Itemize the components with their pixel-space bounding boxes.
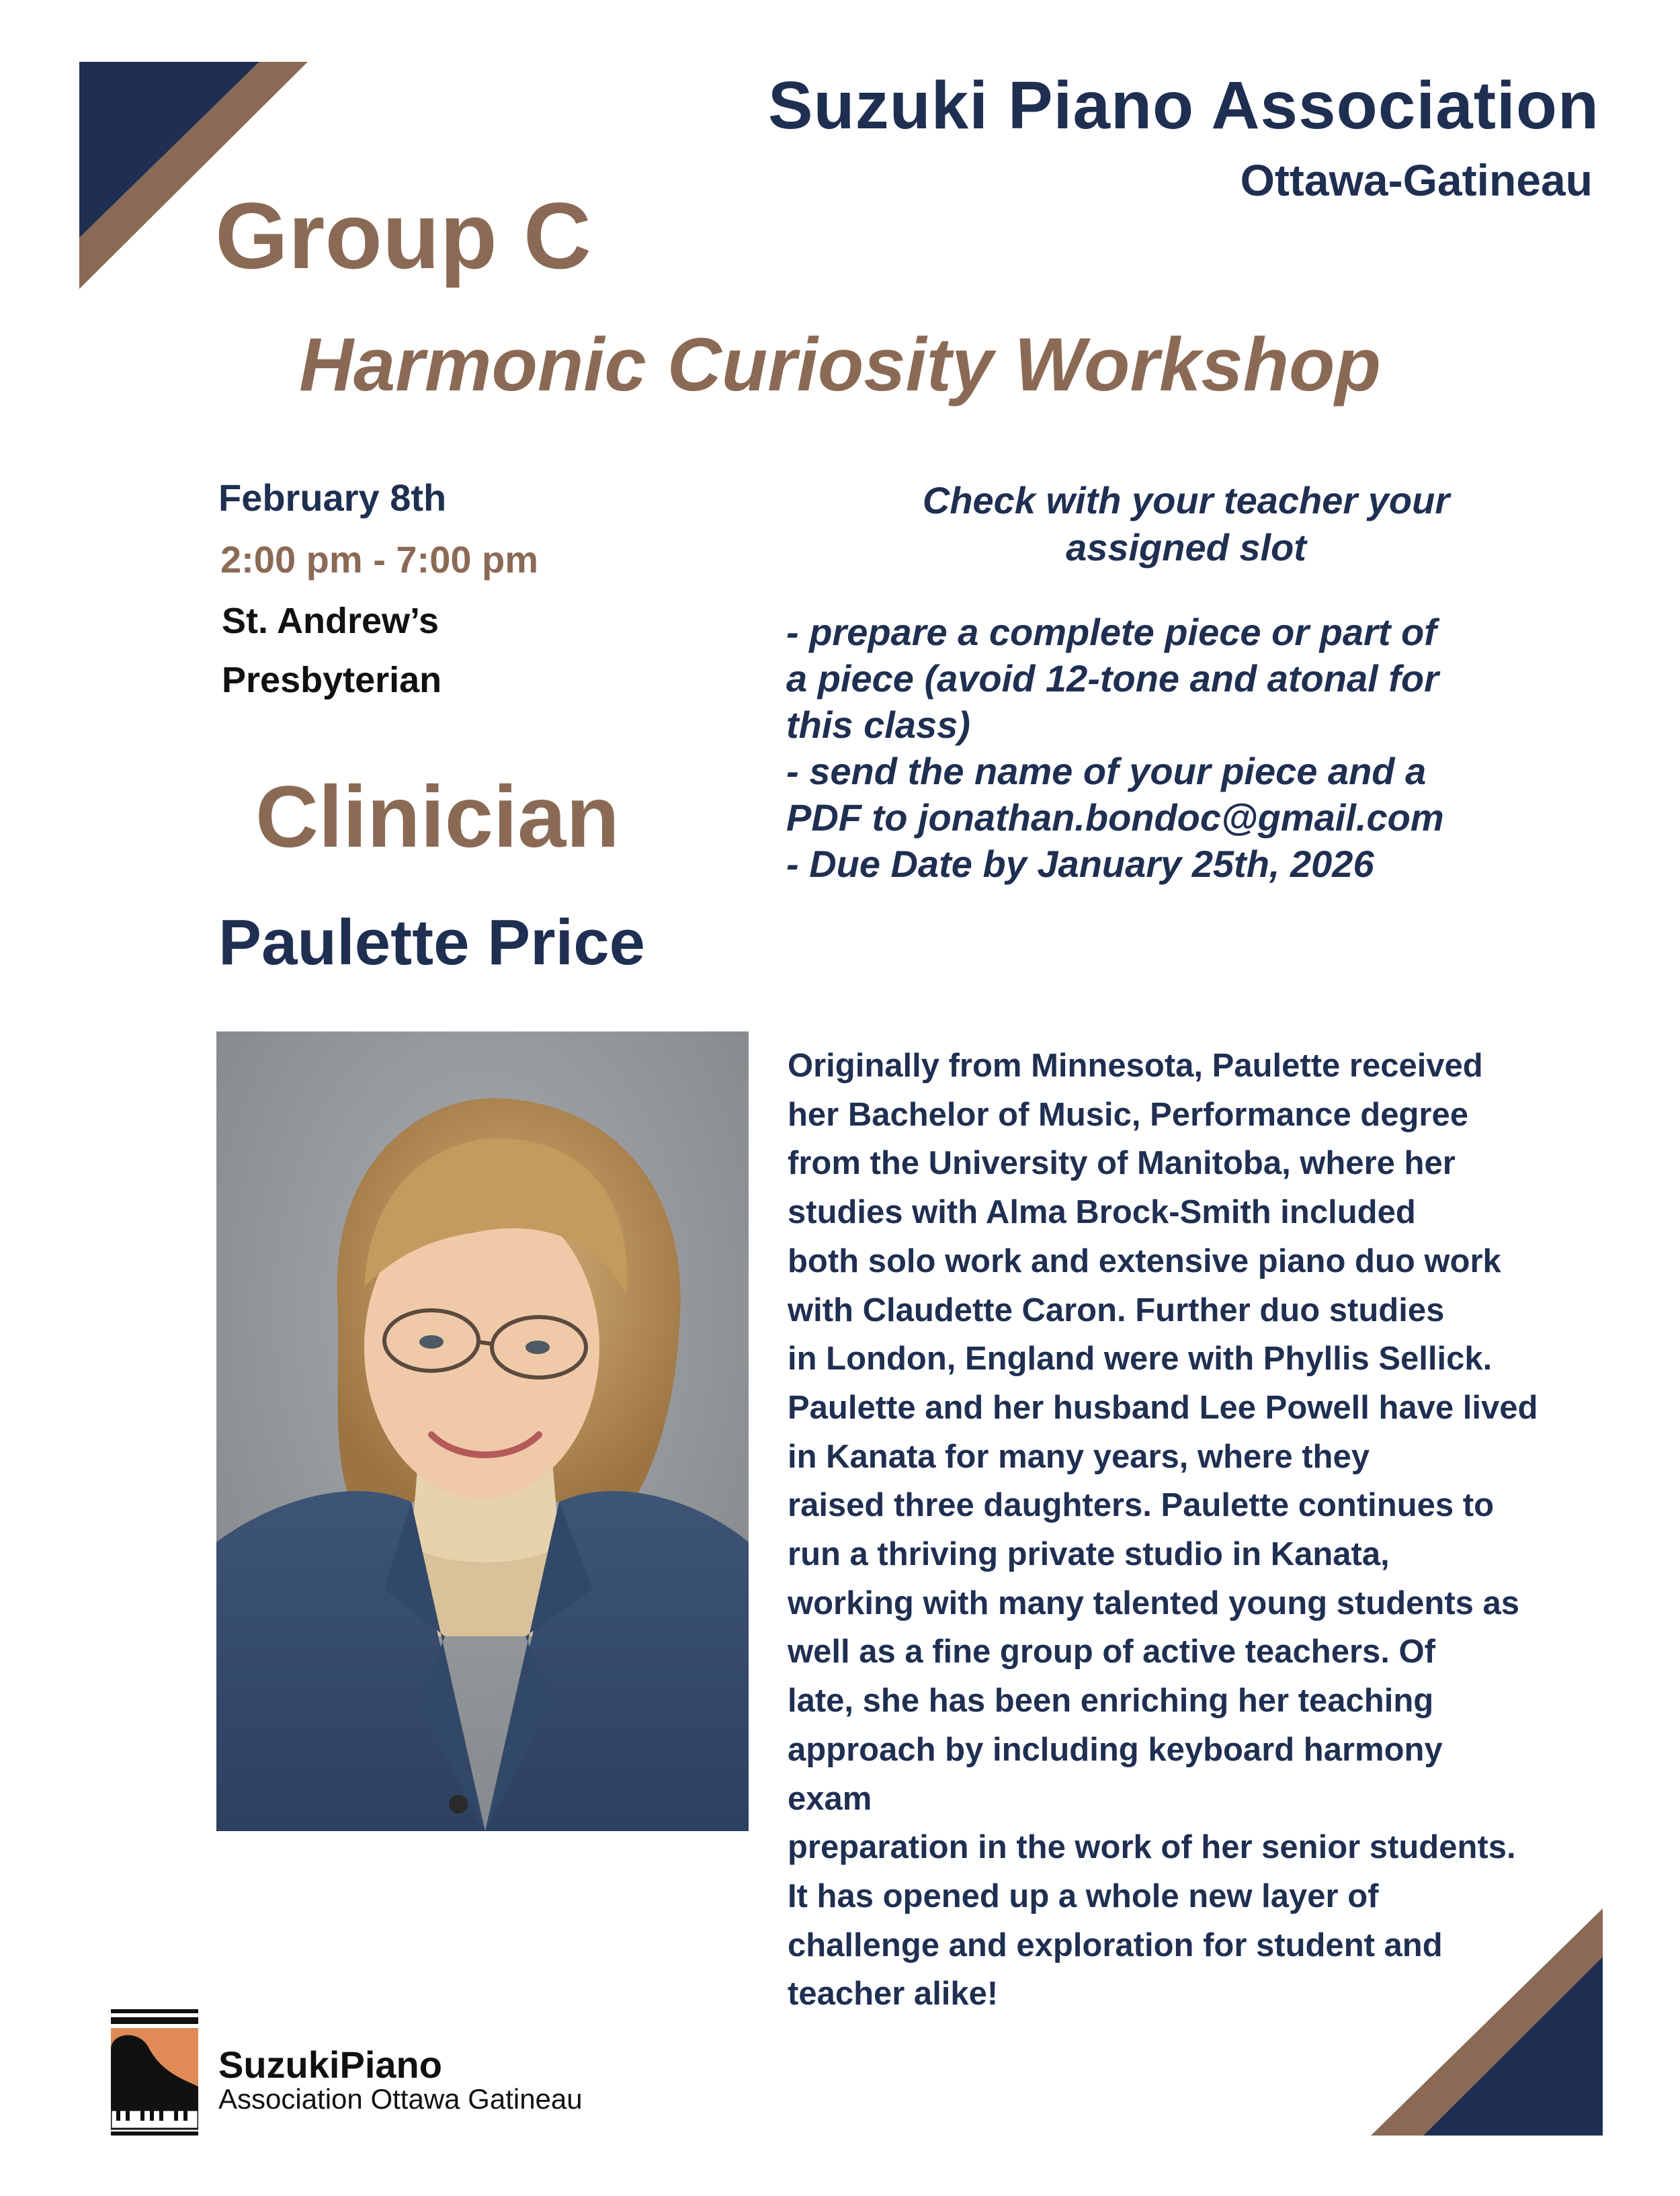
bio-line: both solo work and extensive piano duo work xyxy=(788,1242,1501,1279)
check-line-2: assigned slot xyxy=(1066,526,1306,568)
instruction-line: - Due Date by January 25th, 2026 xyxy=(786,843,1374,885)
bio-line: run a thriving private studio in Kanata, xyxy=(788,1536,1390,1573)
workshop-title: Harmonic Curiosity Workshop xyxy=(299,323,1381,407)
clinician-portrait-photo xyxy=(216,1031,749,1831)
organization-region: Ottawa-Gatineau xyxy=(1240,155,1593,205)
bio-line: Paulette and her husband Lee Powell have lived xyxy=(788,1389,1538,1426)
event-date: February 8th xyxy=(218,476,447,519)
bio-line: approach by including keyboard harmony xyxy=(788,1731,1443,1768)
instruction-line: PDF to jonathan.bondoc@gmail.com xyxy=(786,796,1444,839)
bio-line: teacher alike! xyxy=(788,1976,999,2013)
bio-line: from the University of Manitoba, where her xyxy=(788,1145,1456,1182)
bio-line: preparation in the work of her senior students. xyxy=(788,1829,1516,1866)
bio-line: late, she has been enriching her teaching xyxy=(788,1683,1434,1720)
logo-subtitle: Association Ottawa Gatineau xyxy=(218,2083,583,2115)
organization-title: Suzuki Piano Association xyxy=(767,68,1599,143)
clinician-heading: Clinician xyxy=(255,767,620,865)
bio-line: her Bachelor of Music, Performance degree xyxy=(788,1096,1468,1133)
venue-line-1: St. Andrew’s xyxy=(222,601,439,641)
instruction-line: - prepare a complete piece or part of xyxy=(786,611,1437,653)
bio-line: challenge and exploration for student and xyxy=(788,1927,1443,1963)
bio-line: It has opened up a whole new layer of xyxy=(788,1877,1379,1914)
clinician-name: Paulette Price xyxy=(218,906,645,978)
bio-line: in Kanata for many years, where they xyxy=(788,1438,1370,1475)
check-line-1: Check with your teacher your xyxy=(922,479,1450,521)
clinician-bio xyxy=(788,1042,1567,2019)
bio-line: studies with Alma Brock-Smith included xyxy=(788,1194,1416,1231)
instruction-line: a piece (avoid 12-tone and atonal for xyxy=(786,657,1439,700)
bio-line: exam xyxy=(788,1780,872,1817)
teacher-slot-note xyxy=(833,477,1539,571)
venue-line-2: Presbyterian xyxy=(222,660,442,700)
instruction-line: this class) xyxy=(786,704,970,746)
bio-line: with Claudette Caron. Further duo studies xyxy=(788,1292,1445,1328)
bio-line: working with many talented young students as xyxy=(788,1585,1520,1621)
bio-line: in London, England were with Phyllis Sellick. xyxy=(788,1341,1493,1378)
bio-line: raised three daughters. Paulette continues to xyxy=(788,1487,1495,1524)
logo-name: SuzukiPiano xyxy=(218,2043,442,2086)
bio-line: Originally from Minnesota, Paulette received xyxy=(788,1048,1483,1084)
event-time: 2:00 pm - 7:00 pm xyxy=(220,538,539,581)
group-label: Group C xyxy=(215,183,591,288)
piano-logo-icon xyxy=(111,2009,198,2137)
bio-line: well as a fine group of active teachers. Of xyxy=(788,1634,1435,1671)
instruction-line: - send the name of your piece and a xyxy=(786,750,1427,792)
event-venue xyxy=(222,591,598,710)
instructions-list xyxy=(786,609,1566,887)
